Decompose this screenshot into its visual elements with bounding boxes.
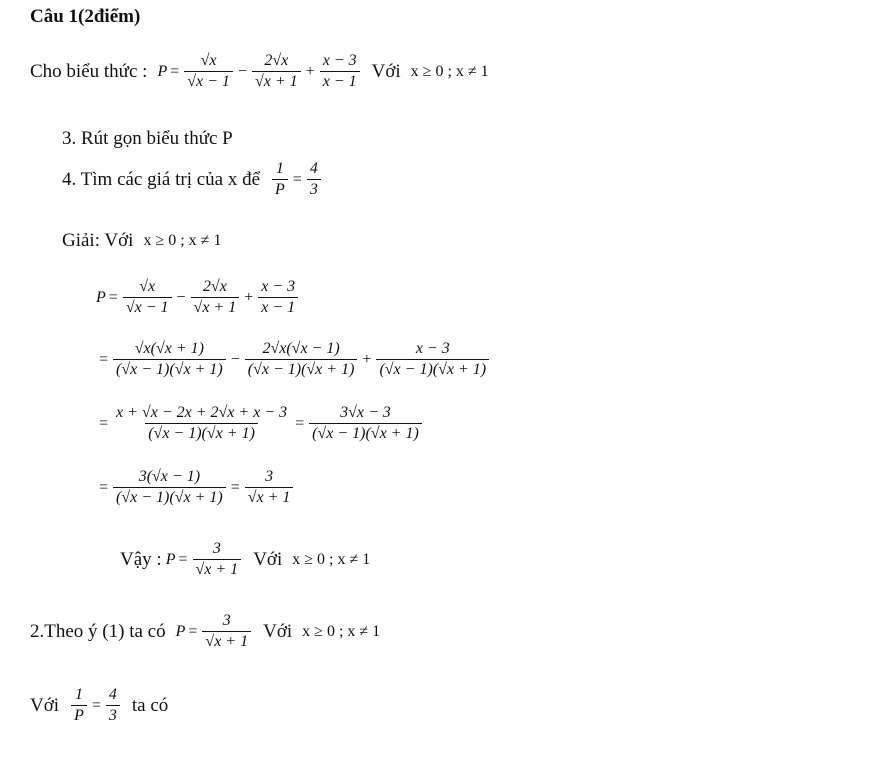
part-2 xyxy=(30,612,380,652)
conclusion-text: Vậy : xyxy=(120,548,162,570)
condition: x ≥ 0 ; x ≠ 1 xyxy=(302,622,381,640)
part-2-text: 2.Theo ý (1) ta có xyxy=(30,620,166,642)
fraction xyxy=(245,468,294,508)
solution-condition: x ≥ 0 ; x ≠ 1 xyxy=(143,232,222,249)
denominator: P xyxy=(71,705,87,725)
denominator: 3 xyxy=(106,705,120,725)
numerator: 1 xyxy=(275,160,284,177)
numerator: x − 3 xyxy=(415,340,450,357)
denominator: 3 xyxy=(307,179,321,199)
task-4-text: 4. Tìm các giá trị của x để xyxy=(62,168,261,190)
numerator: 2√x(√x − 1) xyxy=(262,340,340,357)
minus-sign: − xyxy=(230,350,240,368)
denominator: √x + 1 xyxy=(191,297,240,317)
numerator: 2√x xyxy=(202,278,227,295)
fraction xyxy=(191,278,240,318)
condition-word: Với xyxy=(263,620,293,642)
fraction xyxy=(376,340,489,380)
solution-step-1 xyxy=(96,278,300,318)
equals-sign: = xyxy=(230,478,240,496)
numerator: x − 3 xyxy=(261,278,296,295)
denominator: (√x − 1)(√x + 1) xyxy=(113,359,226,379)
fraction xyxy=(113,404,290,444)
fraction xyxy=(258,278,298,318)
numerator: √x xyxy=(139,278,156,295)
p-symbol: P xyxy=(96,288,106,306)
denominator: √x + 1 xyxy=(245,487,294,507)
solution-heading xyxy=(62,230,221,252)
equals-sign: = xyxy=(178,550,188,568)
denominator: (√x − 1)(√x + 1) xyxy=(309,423,422,443)
final-line xyxy=(30,686,168,726)
numerator: 4 xyxy=(309,160,318,177)
plus-sign: + xyxy=(305,62,315,80)
fraction xyxy=(113,340,226,380)
numerator: 1 xyxy=(74,686,83,703)
p-symbol: P xyxy=(157,62,168,80)
denominator: √x − 1 xyxy=(184,71,233,91)
numerator: 3√x − 3 xyxy=(340,404,391,421)
denominator: (√x − 1)(√x + 1) xyxy=(376,359,489,379)
solution-step-2 xyxy=(96,340,491,380)
denominator: (√x − 1)(√x + 1) xyxy=(113,487,226,507)
denominator: √x + 1 xyxy=(193,559,242,579)
equals-sign: = xyxy=(99,350,109,368)
fraction-one-over-p xyxy=(272,160,288,200)
expression-definition xyxy=(30,52,489,92)
equals-sign: = xyxy=(99,478,109,496)
solution-conclusion xyxy=(120,540,370,580)
fraction-four-thirds xyxy=(307,160,321,200)
denominator: (√x − 1)(√x + 1) xyxy=(245,359,358,379)
solution-step-3 xyxy=(96,404,424,444)
denominator: √x + 1 xyxy=(252,71,301,91)
fraction xyxy=(202,612,251,652)
fraction xyxy=(309,404,422,444)
final-tail: ta có xyxy=(131,694,169,716)
numerator: √x xyxy=(200,52,217,69)
numerator: 4 xyxy=(108,686,117,703)
task-3: 3. Rút gọn biểu thức P xyxy=(62,128,233,149)
fraction xyxy=(193,540,242,580)
final-text: Với xyxy=(30,694,60,716)
numerator: x + √x − 2x + 2√x + x − 3 xyxy=(116,404,288,421)
equals-sign: = xyxy=(188,622,198,640)
fraction xyxy=(123,278,172,318)
denominator: √x − 1 xyxy=(123,297,172,317)
fraction-term-1 xyxy=(184,52,233,92)
task-4 xyxy=(62,160,323,200)
solution-step-4 xyxy=(96,468,295,508)
plus-sign: + xyxy=(362,350,372,368)
intro-text: Cho biểu thức : xyxy=(30,60,148,82)
denominator: x − 1 xyxy=(320,71,360,91)
denominator: √x + 1 xyxy=(202,631,251,651)
fraction-term-2 xyxy=(252,52,301,92)
condition: x ≥ 0 ; x ≠ 1 xyxy=(410,62,489,80)
fraction-four-thirds xyxy=(106,686,120,726)
fraction xyxy=(113,468,226,508)
numerator: 3 xyxy=(265,468,274,485)
equals-sign: = xyxy=(108,288,118,306)
minus-sign: − xyxy=(237,62,247,80)
numerator: 3 xyxy=(222,612,231,629)
denominator: P xyxy=(272,179,288,199)
numerator: √x(√x + 1) xyxy=(134,340,204,357)
condition: x ≥ 0 ; x ≠ 1 xyxy=(292,550,371,568)
condition-word: Với xyxy=(253,548,283,570)
question-title: Câu 1(2điểm) xyxy=(30,6,141,27)
minus-sign: − xyxy=(176,288,186,306)
plus-sign: + xyxy=(244,288,254,306)
numerator: 3(√x − 1) xyxy=(138,468,201,485)
numerator: x − 3 xyxy=(322,52,357,69)
denominator: (√x − 1)(√x + 1) xyxy=(145,423,258,443)
fraction xyxy=(245,340,358,380)
equals-sign: = xyxy=(91,696,101,714)
numerator: 3 xyxy=(212,540,221,557)
equals-sign: = xyxy=(295,414,305,432)
equals-sign: = xyxy=(170,62,180,80)
equals-sign: = xyxy=(99,414,109,432)
p-symbol: P xyxy=(165,550,176,568)
equals-sign: = xyxy=(292,170,302,188)
denominator: x − 1 xyxy=(258,297,298,317)
p-symbol: P xyxy=(175,622,186,640)
fraction-term-3 xyxy=(320,52,360,92)
numerator: 2√x xyxy=(264,52,289,69)
condition-word: Với xyxy=(371,60,401,82)
fraction-one-over-p xyxy=(71,686,87,726)
solution-label: Giải: Với xyxy=(62,230,134,251)
